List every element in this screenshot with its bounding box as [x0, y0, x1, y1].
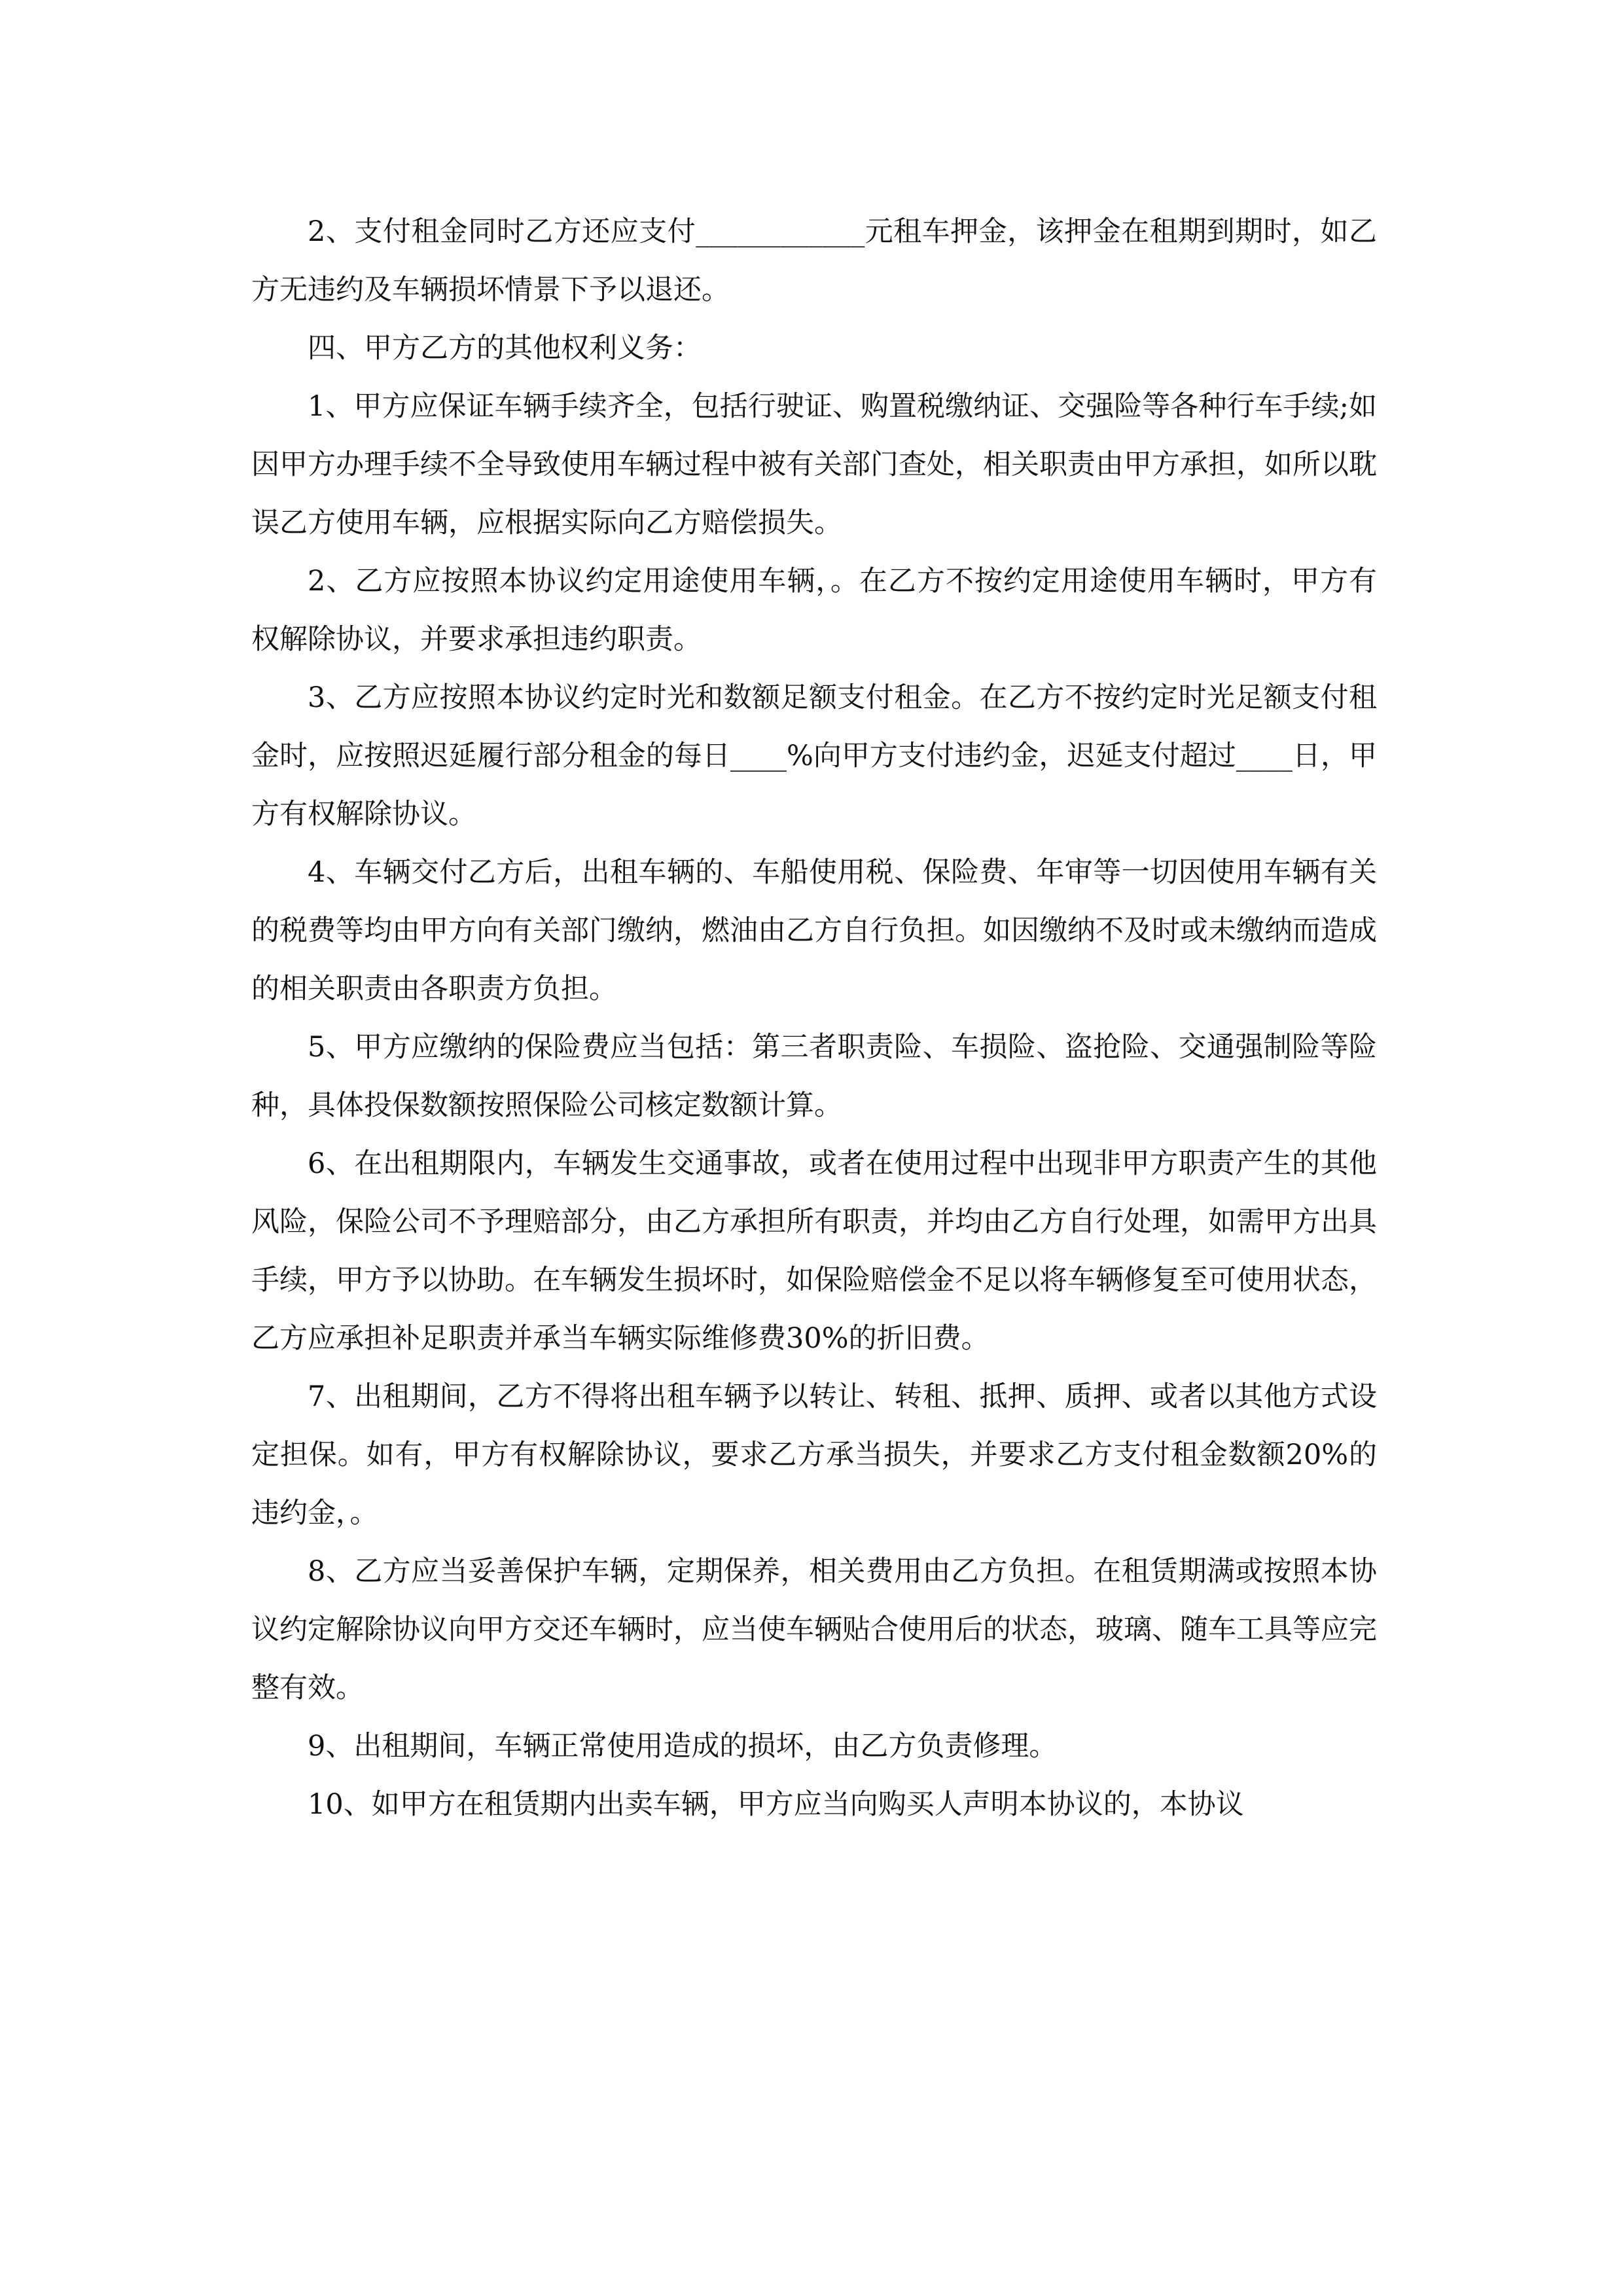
paragraph-clause-8: 8、乙方应当妥善保护车辆，定期保养，相关费用由乙方负担。在租赁期满或按照本协议约定解除协议向甲方交还车辆时，应当使车辆贴合使用后的状态，玻璃、随车工具等应完整有效。 — [251, 1555, 1377, 1704]
paragraph-clause-6: 6、在出租期限内，车辆发生交通事故，或者在使用过程中出现非甲方职责产生的其他风险，保险公司不予理赔部分，由乙方承担所有职责，并均由乙方自行处理，如需甲方出具手续，甲方予以协助。在车辆发生损坏时，如保险赔偿金不足以将车辆修复至可使用状态，乙方应承担补足职责并承当车辆实际维修费30%的折旧费。 — [251, 1147, 1377, 1355]
paragraph-clause-7: 7、出租期间，乙方不得将出租车辆予以转让、转租、抵押、质押、或者以其他方式设定担保。如有，甲方有权解除协议，要求乙方承当损失，并要求乙方支付租金数额20%的违约金，。 — [251, 1380, 1377, 1530]
paragraph-clause-5: 5、甲方应缴纳的保险费应当包括：第三者职责险、车损险、盗抢险、交通强制险等险种，具体投保数额按照保险公司核定数额计算。 — [251, 1031, 1377, 1122]
paragraph-deposit: 2、支付租金同时乙方还应支付____________元租车押金，该押金在租期到期时，如乙方无违约及车辆损坏情景下予以退还。 — [251, 215, 1377, 306]
section-heading-other-rights: 四、甲方乙方的其他权利义务： — [308, 332, 702, 365]
document-body — [251, 203, 1377, 1834]
paragraph-clause-1: 1、甲方应保证车辆手续齐全，包括行驶证、购置税缴纳证、交强险等各种行车手续;如因甲方办理手续不全导致使用车辆过程中被有关部门查处，相关职责由甲方承担，如所以耽误乙方使用车辆，应根据实际向乙方赔偿损失。 — [251, 390, 1377, 539]
paragraph-clause-9: 9、出租期间，车辆正常使用造成的损坏，由乙方负责修理。 — [308, 1730, 1058, 1763]
paragraph-clause-4: 4、车辆交付乙方后，出租车辆的、车船使用税、保险费、年审等一切因使用车辆有关的税费等均由甲方向有关部门缴纳，燃油由乙方自行负担。如因缴纳不及时或未缴纳而造成的相关职责由各职责方负担。 — [251, 856, 1377, 1005]
paragraph-clause-10: 10、如甲方在租赁期内出卖车辆，甲方应当向购买人声明本协议的，本协议 — [308, 1788, 1244, 1821]
paragraph-clause-3: 3、乙方应按照本协议约定时光和数额足额支付租金。在乙方不按约定时光足额支付租金时，应按照迟延履行部分租金的每日____%向甲方支付违约金，迟延支付超过____日，甲方有权解除协议。 — [251, 681, 1377, 831]
paragraph-clause-2: 2、乙方应按照本协议约定用途使用车辆，。在乙方不按约定用途使用车辆时，甲方有权解除协议，并要求承担违约职责。 — [251, 565, 1377, 656]
